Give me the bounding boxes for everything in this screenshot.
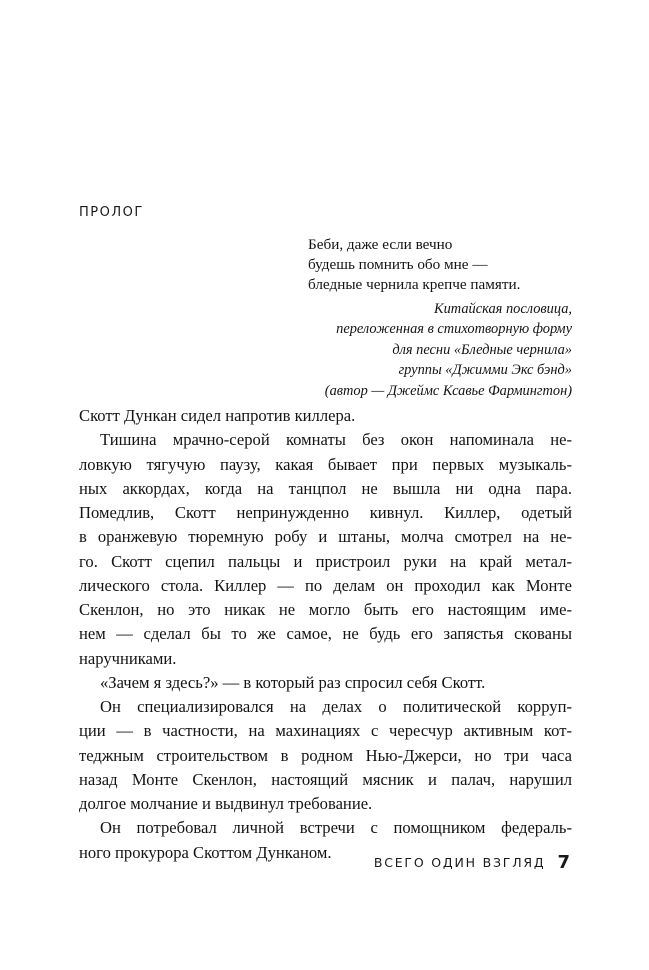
- running-footer: [374, 852, 570, 873]
- epigraph-verse: [308, 235, 572, 295]
- paragraph-line: Тишина мрачно-серой комнаты без окон напоминала не-: [100, 430, 572, 450]
- paragraph-line: долгое молчание и выдвинул требование.: [79, 794, 373, 813]
- paragraph-line: теджным строительством в родном Нью-Джерси, но три часа: [79, 745, 572, 765]
- chapter-title: пролог: [79, 199, 144, 221]
- paragraph-line: Скотт Дункан сидел напротив киллера.: [79, 406, 356, 425]
- body-text: [79, 404, 572, 865]
- paragraph-line: ных аккордах, когда на танцпол не вышла ни одна пара.: [79, 478, 572, 498]
- paragraph-line: нем — сделал бы то же самое, не будь его запястья скованы: [79, 624, 572, 644]
- epigraph-attribution: [308, 299, 572, 401]
- paragraph-line: го. Скотт сцепил пальцы и пристроил руки на край метал-: [79, 551, 572, 571]
- paragraph-line: наручниками.: [79, 648, 177, 668]
- paragraph-line: в оранжевую тюремную робу и штаны, молча смотрел на не-: [79, 527, 572, 547]
- paragraph-line: Он специализировался на делах о политической корруп-: [100, 697, 572, 716]
- running-title: ВСЕГО ОДИН ВЗГЛЯД: [373, 855, 546, 870]
- page-number: 7: [557, 852, 570, 873]
- epigraph-verse-line: будешь помнить обо мне —: [308, 256, 488, 273]
- paragraph-line: Помедлив, Скотт непринужденно кивнул. Киллер, одетый: [79, 503, 572, 522]
- paragraph-line: ции — в частности, на махинациях с чересчур активным кот-: [79, 721, 572, 741]
- paragraph-line: Скенлон, но это никак не могло быть его настоящим име-: [79, 600, 572, 619]
- paragraph-line: лического стола. Киллер — по делам он проходил как Монте: [79, 575, 572, 595]
- epigraph-verse-line: бледные чернила крепче памяти.: [308, 276, 521, 293]
- epigraph-attribution-line: группы «Джимми Экс бэнд»: [398, 362, 572, 379]
- epigraph-attribution-line: переложенная в стихотворную форму: [336, 321, 572, 338]
- paragraph-line: «Зачем я здесь?» — в который раз спросил себя Скотт.: [100, 672, 486, 692]
- epigraph: [308, 235, 572, 401]
- paragraph-line: ного прокурора Скоттом Дунканом.: [79, 842, 332, 862]
- paragraph-line: Он потребовал личной встречи с помощником федераль-: [100, 818, 572, 838]
- epigraph-attribution-line: (автор — Джеймс Ксавье Фармингтон): [324, 382, 572, 399]
- epigraph-attribution-line: Китайская пословица,: [434, 301, 572, 317]
- paragraph-line: ловкую тягучую паузу, какая бывает при первых музыкаль-: [79, 454, 572, 474]
- paragraph-line: назад Монте Скенлон, настоящий мясник и палач, нарушил: [79, 769, 572, 789]
- epigraph-verse-line: Беби, даже если вечно: [308, 236, 453, 253]
- epigraph-attribution-line: для песни «Бледные чернила»: [392, 341, 572, 358]
